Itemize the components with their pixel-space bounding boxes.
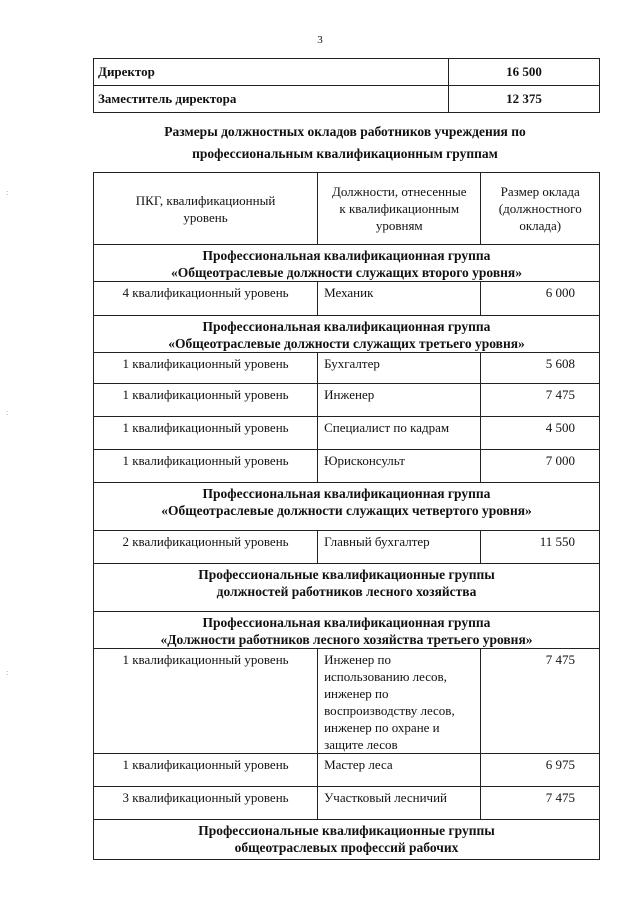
header-pkg: ПКГ, квалификационный уровень	[94, 173, 318, 245]
group-title	[94, 820, 600, 860]
level-cell: 1 квалификационный уровень	[94, 384, 318, 417]
position-cell: Механик	[318, 282, 481, 316]
group-title	[94, 245, 600, 282]
table-row	[94, 754, 600, 787]
group-header-row	[94, 612, 600, 649]
scan-mark: :	[6, 188, 9, 197]
group-title-line: Профессиональная квалификационная группа	[202, 486, 491, 501]
salary-cell: 6 975	[481, 754, 600, 787]
position-label: Директор	[94, 59, 449, 86]
salary-cell: 4 500	[481, 417, 600, 450]
table-row	[94, 450, 600, 483]
group-header-row	[94, 245, 600, 282]
table-row	[94, 649, 600, 754]
table-row	[94, 353, 600, 384]
position-cell: Инженер	[318, 384, 481, 417]
salary-value: 12 375	[449, 86, 600, 113]
salary-cell: 7 000	[481, 450, 600, 483]
group-header-row	[94, 820, 600, 860]
group-title-line: «Должности работников лесного хозяйства третьего уровня»	[160, 632, 533, 647]
group-title-line: Профессиональная квалификационная группа	[202, 615, 491, 630]
group-title	[94, 612, 600, 649]
header-position: Должности, отнесенные к квалификационным уровням	[318, 173, 481, 245]
level-cell: 1 квалификационный уровень	[94, 353, 318, 384]
table-header-row	[94, 173, 600, 245]
level-cell: 1 квалификационный уровень	[94, 450, 318, 483]
group-header-row	[94, 564, 600, 612]
section-title	[90, 121, 600, 165]
group-title-line: Профессиональная квалификационная группа	[202, 319, 491, 334]
table-row	[94, 282, 600, 316]
header-salary: Размер оклада (должностного оклада)	[481, 173, 600, 245]
group-title-line: Профессиональные квалификационные группы	[198, 823, 495, 838]
table-row	[94, 787, 600, 820]
table-row	[94, 384, 600, 417]
position-cell: Инженер по использованию лесов, инженер по воспроизводству лесов, инженер по охране и защите лесов	[318, 649, 481, 754]
group-header-row	[94, 483, 600, 531]
position-cell: Мастер леса	[318, 754, 481, 787]
salary-value: 16 500	[449, 59, 600, 86]
table-row	[94, 59, 600, 86]
salary-cell: 7 475	[481, 384, 600, 417]
group-title-line: должностей работников лесного хозяйства	[216, 584, 477, 599]
table-row	[94, 531, 600, 564]
group-title	[94, 316, 600, 353]
position-cell: Бухгалтер	[318, 353, 481, 384]
salary-cell: 11 550	[481, 531, 600, 564]
group-title-line: Профессиональные квалификационные группы	[198, 567, 495, 582]
level-cell: 1 квалификационный уровень	[94, 417, 318, 450]
level-cell: 2 квалификационный уровень	[94, 531, 318, 564]
scan-mark: :	[6, 408, 9, 417]
salary-cell: 5 608	[481, 353, 600, 384]
group-title-line: Профессиональная квалификационная группа	[202, 248, 491, 263]
position-cell: Главный бухгалтер	[318, 531, 481, 564]
salary-table	[93, 172, 600, 860]
position-cell: Юрисконсульт	[318, 450, 481, 483]
group-title	[94, 564, 600, 612]
salary-cell: 7 475	[481, 787, 600, 820]
salary-cell: 6 000	[481, 282, 600, 316]
group-title	[94, 483, 600, 531]
group-title-line: «Общеотраслевые должности служащих третьего уровня»	[168, 336, 525, 351]
section-title-line: профессиональным квалификационным группам	[192, 146, 498, 161]
group-header-row	[94, 316, 600, 353]
salary-cell: 7 475	[481, 649, 600, 754]
position-cell: Участковый лесничий	[318, 787, 481, 820]
group-title-line: «Общеотраслевые должности служащих второго уровня»	[171, 265, 522, 280]
table-row	[94, 86, 600, 113]
group-title-line: «Общеотраслевые должности служащих четвертого уровня»	[161, 503, 532, 518]
level-cell: 1 квалификационный уровень	[94, 649, 318, 754]
section-title-line: Размеры должностных окладов работников учреждения по	[164, 124, 526, 139]
position-cell: Специалист по кадрам	[318, 417, 481, 450]
level-cell: 1 квалификационный уровень	[94, 754, 318, 787]
page-number: 3	[317, 34, 323, 46]
top-salary-table	[93, 58, 600, 113]
scan-mark: :	[6, 668, 9, 677]
position-label: Заместитель директора	[94, 86, 449, 113]
level-cell: 3 квалификационный уровень	[94, 787, 318, 820]
table-row	[94, 417, 600, 450]
level-cell: 4 квалификационный уровень	[94, 282, 318, 316]
group-title-line: общеотраслевых профессий рабочих	[234, 840, 459, 855]
